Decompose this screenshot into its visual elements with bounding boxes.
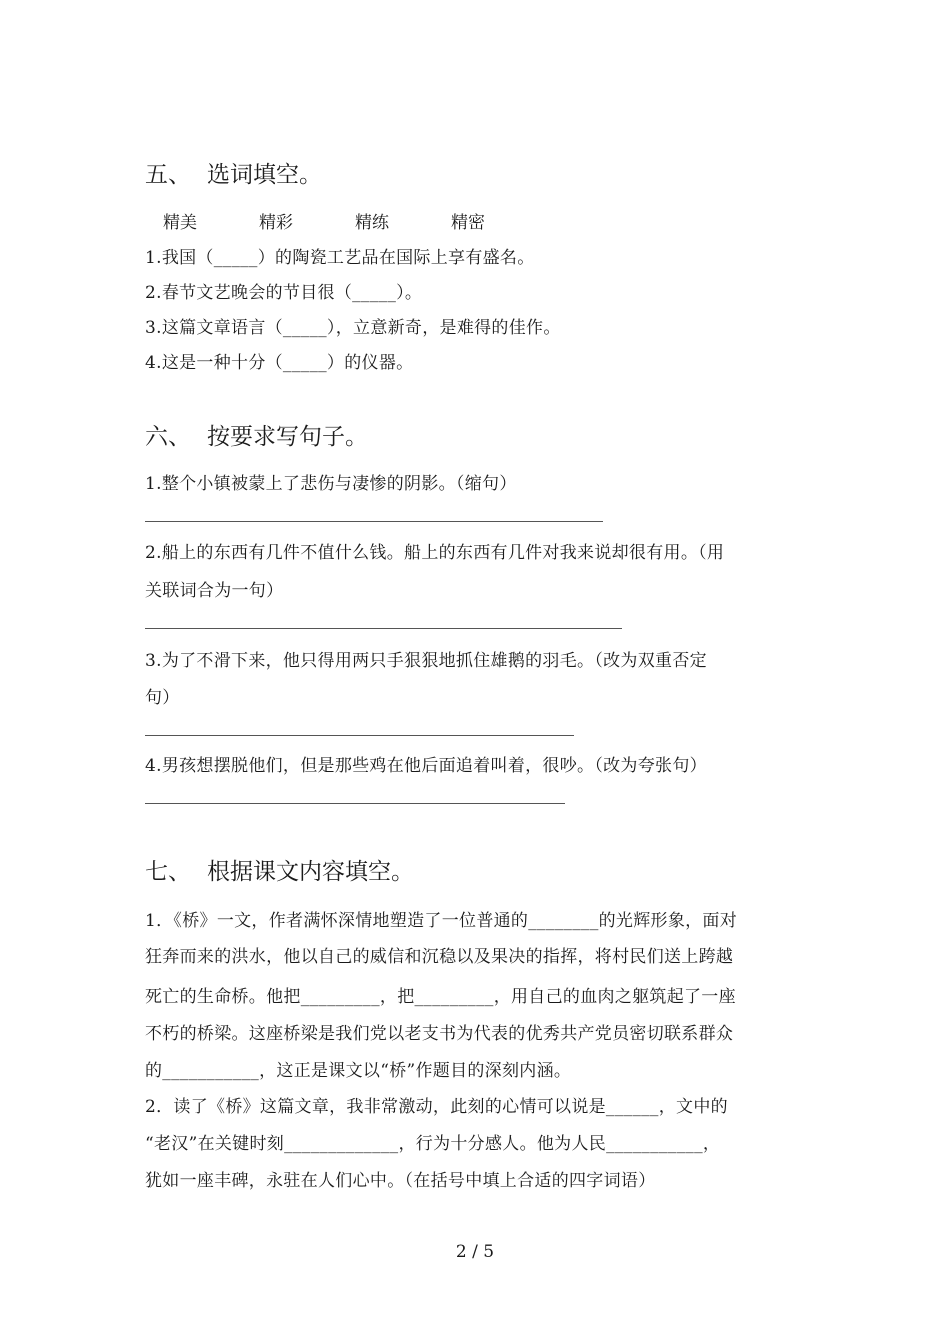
section-5-title: 选词填空。	[207, 162, 322, 188]
section-7-title: 根据课文内容填空。	[207, 859, 414, 885]
fill-item-3: 3.这篇文章语言（_____），立意新奇，是难得的佳作。	[145, 318, 561, 338]
sentence-question-3-cont: 句）	[145, 688, 180, 708]
passage-line: “老汉”在关键时刻_____________，行为十分感人。他为人民___________，	[145, 1134, 721, 1154]
passage-line: 1．《桥》一文，作者满怀深情地塑造了一位普通的________的光辉形象，面对	[145, 911, 738, 931]
fill-item-4: 4.这是一种十分（_____）的仪器。	[145, 353, 414, 373]
sentence-question-1: 1.整个小镇被蒙上了悲伤与凄惨的阴影。（缩句）	[145, 474, 517, 494]
fill-item-1: 1.我国（_____）的陶瓷工艺品在国际上享有盛名。	[145, 248, 535, 268]
passage-line: 2．读了《桥》这篇文章，我非常激动，此刻的心情可以说是______，文中的	[145, 1097, 728, 1117]
word-choice: 精密	[451, 213, 485, 233]
word-choice: 精彩	[259, 213, 293, 233]
section-6-number: 六、	[145, 424, 191, 450]
word-choice: 精练	[355, 213, 389, 233]
sentence-question-3: 3.为了不滑下来，他只得用两只手狠狠地抓住雄鹅的羽毛。（改为双重否定	[145, 651, 707, 671]
word-choice: 精美	[163, 213, 197, 233]
passage-line: 死亡的生命桥。他把_________，把_________，用自己的血肉之躯筑起了一座	[145, 987, 736, 1007]
section-6-title: 按要求写句子。	[207, 424, 368, 450]
passage-line: 犹如一座丰碑，永驻在人们心中。（在括号中填上合适的四字词语）	[145, 1171, 656, 1191]
answer-line-4[interactable]	[145, 803, 565, 804]
fill-item-2: 2.春节文艺晚会的节目很（_____）。	[145, 283, 423, 303]
word-choices	[163, 208, 547, 233]
section-7-heading	[145, 853, 414, 886]
page-number: 2 / 5	[455, 1242, 495, 1262]
section-6-heading	[145, 418, 368, 451]
sentence-question-2-cont: 关联词合为一句）	[145, 581, 284, 601]
answer-line-1[interactable]	[145, 521, 603, 522]
passage-line: 不朽的桥梁。这座桥梁是我们党以老支书为代表的优秀共产党员密切联系群众	[145, 1024, 734, 1044]
passage-line: 的___________，这正是课文以“桥”作题目的深刻内涵。	[145, 1061, 572, 1081]
answer-line-3[interactable]	[145, 735, 574, 736]
section-5-heading	[145, 156, 322, 189]
sentence-question-4: 4.男孩想摆脱他们，但是那些鸡在他后面追着叫着，很吵。（改为夸张句）	[145, 756, 707, 776]
section-7-number: 七、	[145, 859, 191, 885]
passage-line: 狂奔而来的洪水，他以自己的威信和沉稳以及果决的指挥，将村民们送上跨越	[145, 947, 734, 967]
sentence-question-2: 2.船上的东西有几件不值什么钱。船上的东西有几件对我来说却很有用。（用	[145, 543, 725, 563]
answer-line-2[interactable]	[145, 628, 622, 629]
section-5-number: 五、	[145, 162, 191, 188]
